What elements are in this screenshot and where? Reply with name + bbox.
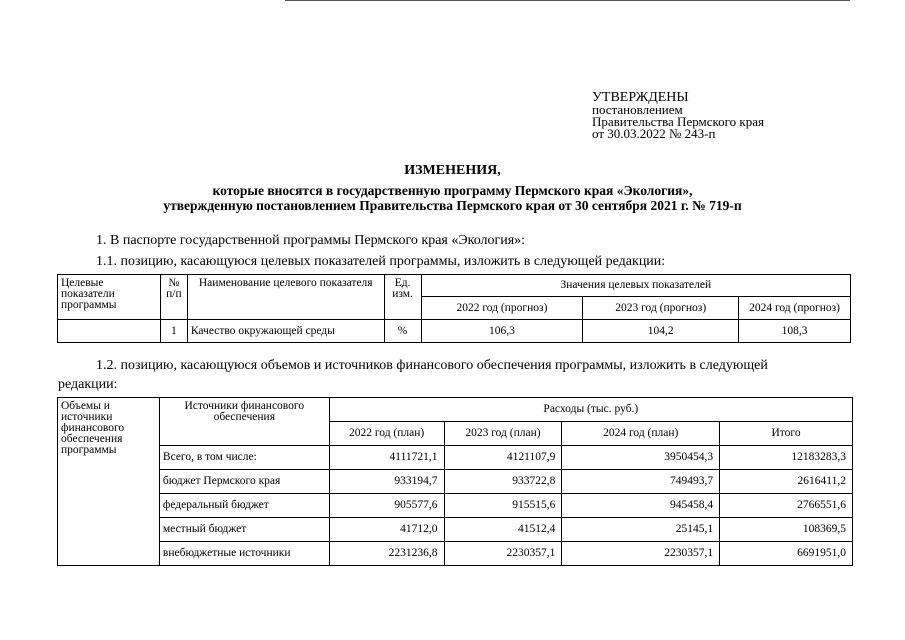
row-value: 6691951,0 (720, 542, 853, 566)
target-indicators-table (57, 274, 851, 343)
paragraph-1-2: 1.2. позицию, касающуюся объемов и источников финансового обеспечения программы, изложить в следующей (96, 358, 768, 373)
table-row (58, 446, 853, 470)
header-indicators: Целевые показатели программы (58, 275, 161, 320)
row-value: 108369,5 (720, 518, 853, 542)
row-value: 104,2 (583, 320, 739, 343)
paragraph-1: 1. В паспорте государственной программы Пермского края «Экология»: (96, 233, 526, 248)
row-value: 108,3 (739, 320, 851, 343)
row-value: 41512,4 (444, 518, 562, 542)
row-num: 1 (160, 320, 187, 343)
top-rule (285, 0, 850, 1)
row-value: 3950454,3 (562, 446, 720, 470)
header-sources: Источники финансового обеспечения (159, 398, 329, 446)
document-subtitle-1: которые вносятся в государственную программу Пермского края «Экология», (212, 183, 693, 198)
row-value: 4121107,9 (444, 446, 562, 470)
row-label: федеральный бюджет (159, 494, 329, 518)
header-year: 2024 год (прогноз) (739, 297, 851, 320)
approved-line-4: от 30.03.2022 № 243-п (592, 126, 716, 141)
row-value: 106,3 (421, 320, 583, 343)
document-title: ИЗМЕНЕНИЯ, (404, 163, 501, 178)
row-value: 2231236,8 (329, 542, 444, 566)
row-value: 749493,7 (562, 470, 720, 494)
financing-table (57, 397, 853, 566)
header-values: Значения целевых показателей (421, 275, 850, 297)
row-value: 915515,6 (444, 494, 562, 518)
header-unit: Ед. изм. (384, 275, 421, 320)
row-value: 41712,0 (329, 518, 444, 542)
row-value: 933194,7 (329, 470, 444, 494)
table-row (58, 320, 851, 343)
row-value: 2230357,1 (562, 542, 720, 566)
row-value: 12183283,3 (720, 446, 853, 470)
header-year: 2022 год (прогноз) (421, 297, 583, 320)
row-label: бюджет Пермского края (159, 470, 329, 494)
row-value: 905577,6 (329, 494, 444, 518)
header-num: № п/п (160, 275, 187, 320)
table-row (58, 518, 853, 542)
table-row (58, 494, 853, 518)
row-label: внебюджетные источники (159, 542, 329, 566)
row-value: 945458,4 (562, 494, 720, 518)
row-value: 933722,8 (444, 470, 562, 494)
document-subtitle-2: утвержденную постановлением Правительства Пермского края от 30 сентября 2021 г. № 719-п (163, 198, 742, 213)
header-year: 2022 год (план) (329, 422, 444, 446)
row-value: 2230357,1 (444, 542, 562, 566)
header-expenses: Расходы (тыс. руб.) (329, 398, 852, 422)
table-row (58, 470, 853, 494)
row-label: Всего, в том числе: (159, 446, 329, 470)
approved-heading: УТВЕРЖДЕНЫ (592, 90, 689, 105)
row-value: 2616411,2 (720, 470, 853, 494)
paragraph-1-2-cont: редакции: (58, 377, 118, 392)
approved-line-3: Правительства Пермского края (592, 114, 764, 129)
approval-stamp (592, 92, 764, 140)
row-label: местный бюджет (159, 518, 329, 542)
header-year: 2023 год (прогноз) (583, 297, 739, 320)
row-value: 25145,1 (562, 518, 720, 542)
row-value: 2766551,6 (720, 494, 853, 518)
header-volumes: Объемы и источники финансового обеспечения программы (58, 398, 160, 566)
table-row (58, 542, 853, 566)
header-year: 2023 год (план) (444, 422, 562, 446)
header-year: 2024 год (план) (562, 422, 720, 446)
row-value: 4111721,1 (329, 446, 444, 470)
empty-cell (58, 320, 161, 343)
header-name: Наименование целевого показателя (187, 275, 384, 320)
header-total: Итого (720, 422, 853, 446)
paragraph-1-1: 1.1. позицию, касающуюся целевых показателей программы, изложить в следующей редакции: (96, 254, 666, 269)
row-name: Качество окружающей среды (187, 320, 384, 343)
approved-line-2: постановлением (592, 102, 683, 117)
row-unit: % (384, 320, 421, 343)
